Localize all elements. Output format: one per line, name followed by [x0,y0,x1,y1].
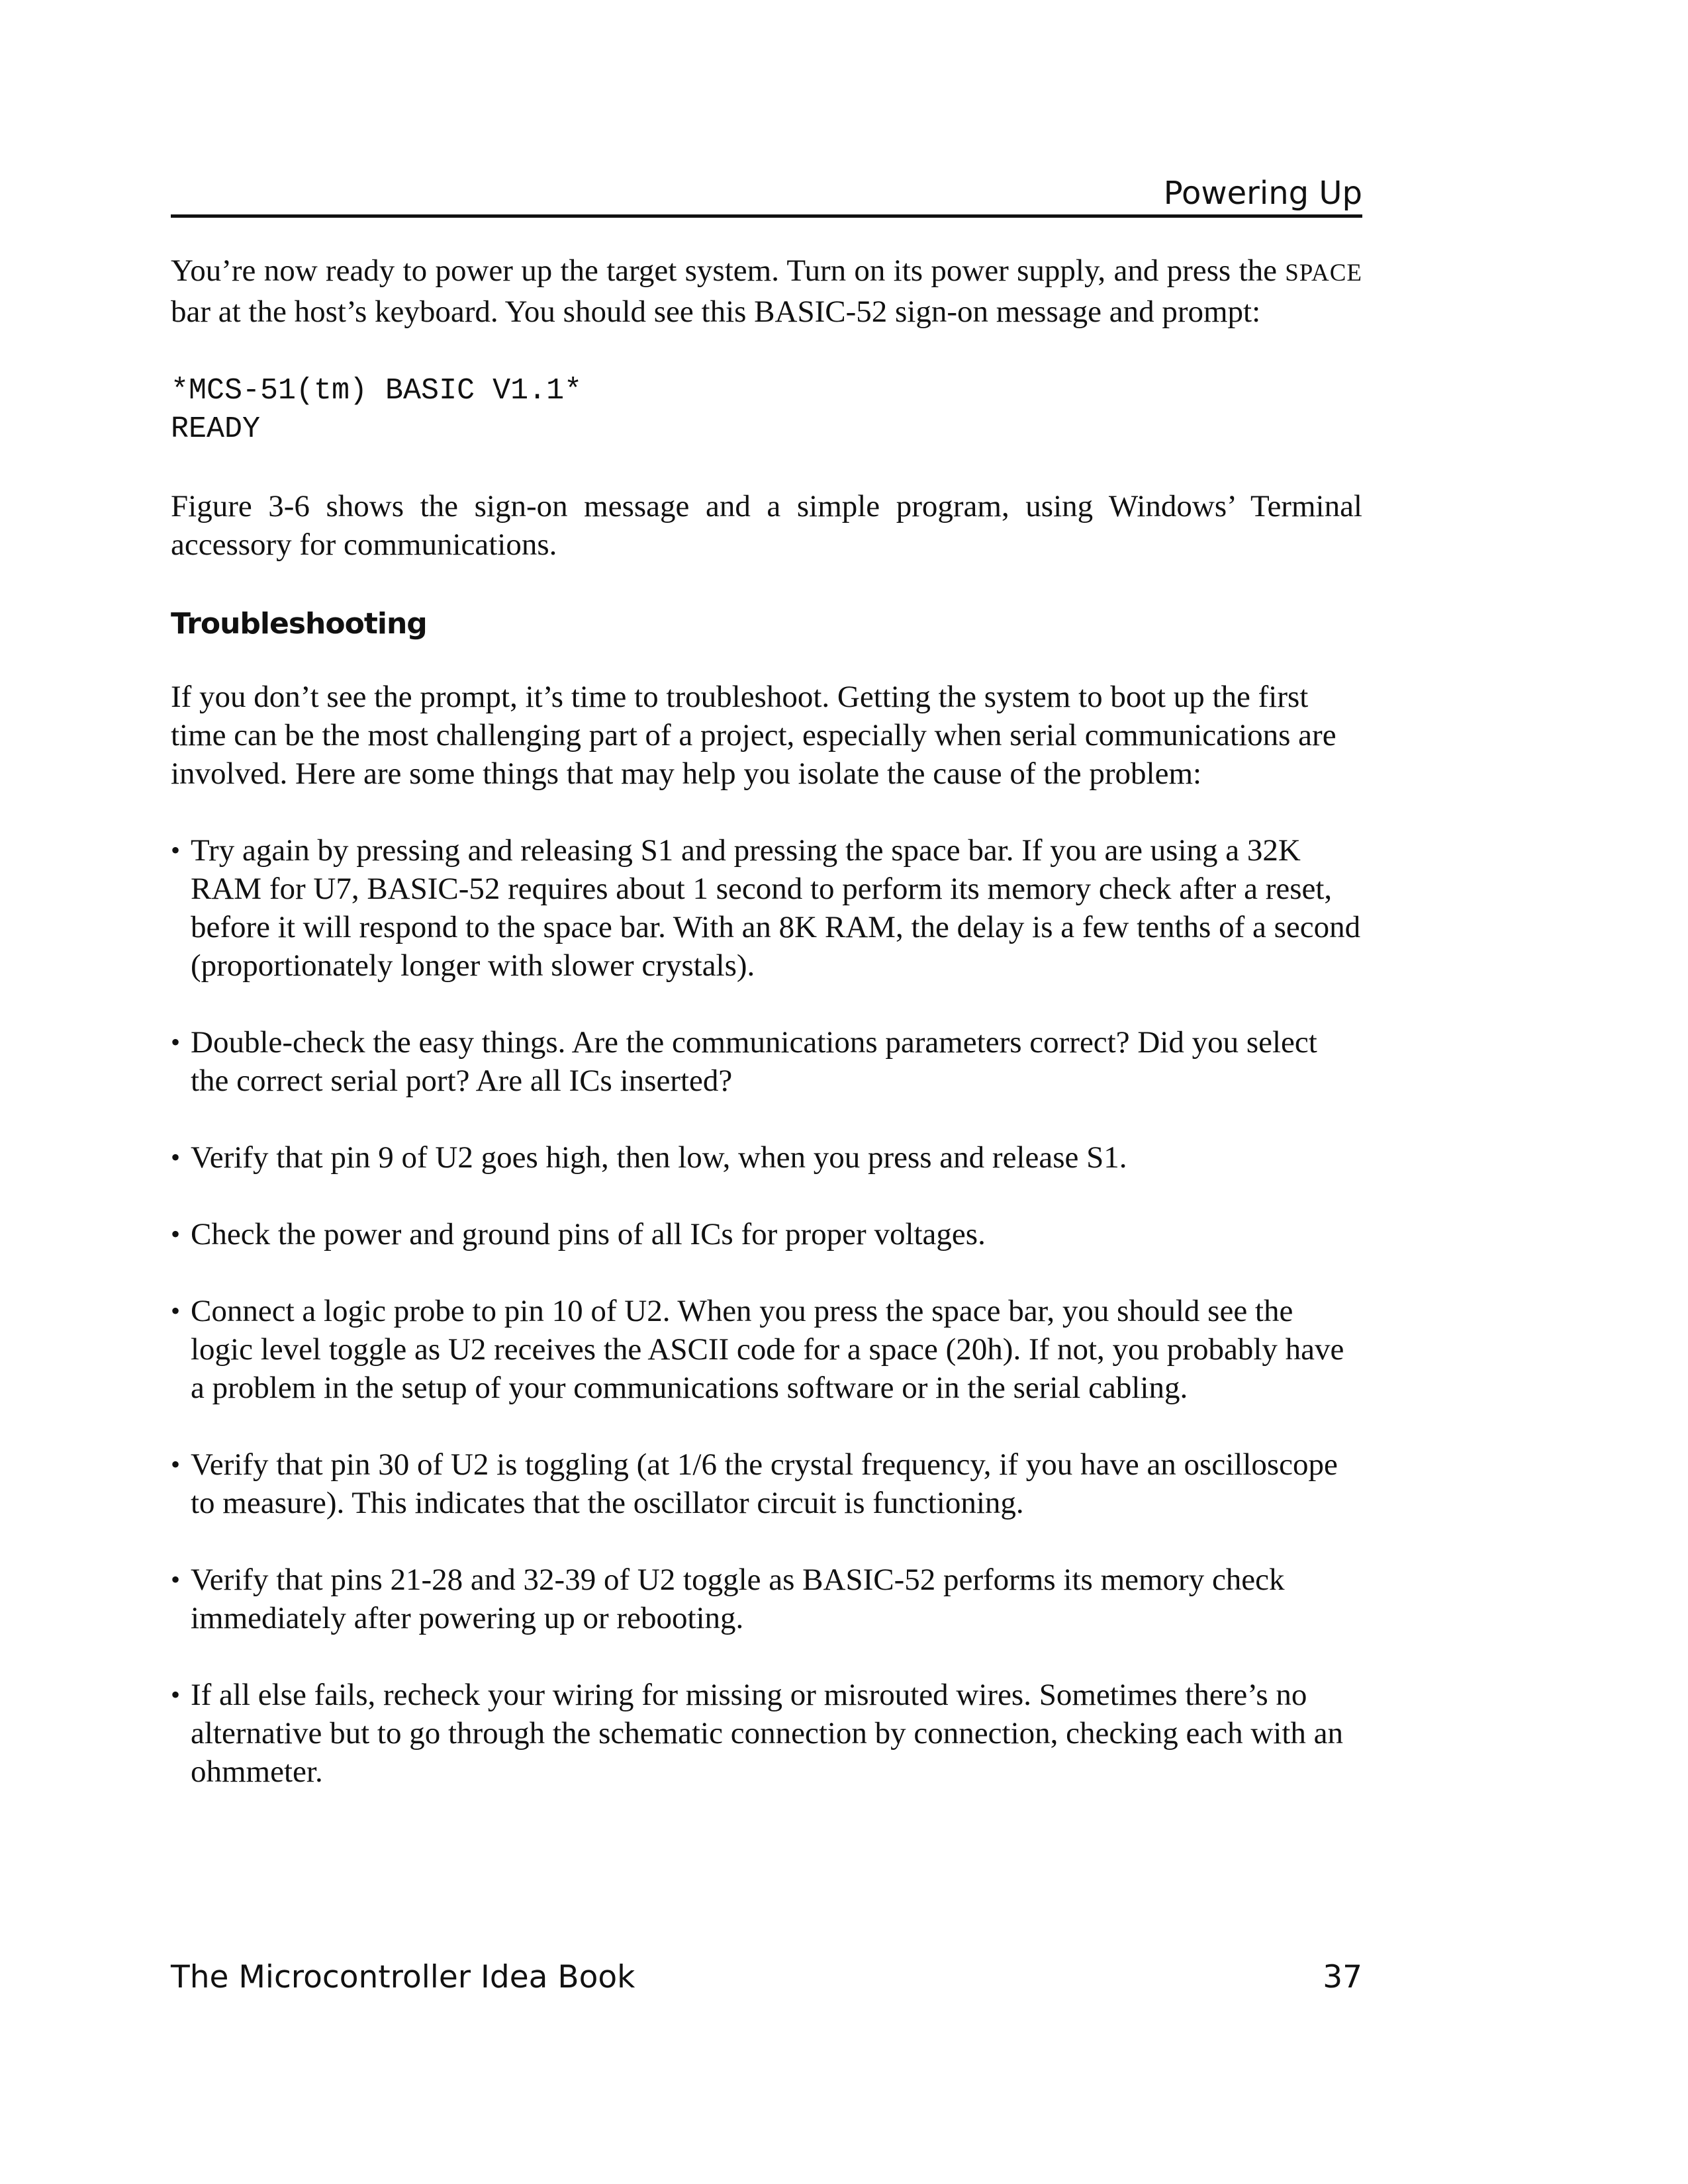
list-item-text: Verify that pins 21-28 and 32-39 of U2 toggle as BASIC-52 performs its memory check immediately after powering up or rebooting. [191,1563,1285,1635]
figure-reference-paragraph: Figure 3-6 shows the sign-on message and a simple program, using Windows’ Terminal accessory for communications. [171,489,1362,562]
list-item [171,1676,1362,1791]
troubleshooting-list [171,831,1362,1791]
list-item-text: Double-check the easy things. Are the communications parameters correct? Did you select the correct serial port? Are all ICs inserted? [191,1025,1317,1098]
list-item-text: Try again by pressing and releasing S1 and pressing the space bar. If you are using a 32K RAM for U7, BASIC-52 requires about 1 second to perform its memory check after a reset, before it will respond to the space bar. With an 8K RAM, the delay is a few tenths of a second (proportionately longer with slower crystals). [191,833,1361,983]
bullet-icon: • [171,1219,181,1249]
bullet-icon: • [171,1142,181,1172]
running-header: Powering Up [1163,175,1362,212]
code-line-ready: READY [171,412,261,446]
bullet-icon: • [171,1027,181,1057]
bullet-icon: • [171,1680,181,1709]
list-item-text: If all else fails, recheck your wiring for missing or misrouted wires. Sometimes there’s no alternative but to go through the schematic connection by connection, checking each with an ohmmeter. [191,1678,1344,1789]
list-item-text: Connect a logic probe to pin 10 of U2. When you press the space bar, you should see the logic level toggle as U2 receives the ASCII code for a space (20h). If not, you probably have a problem in the setup of your communications software or in the serial cabling. [191,1294,1344,1405]
troubleshooting-heading: Troubleshooting [171,607,427,641]
list-item-text: Verify that pin 30 of U2 is toggling (at 1/6 the crystal frequency, if you have an oscilloscope to measure). This indicates that the oscillator circuit is functioning. [191,1447,1338,1520]
bullet-icon: • [171,1296,181,1326]
sign-on-code-block [171,372,1362,449]
list-item [171,1561,1362,1637]
intro-paragraph [171,251,1362,331]
space-key-label: SPACE [1285,259,1362,287]
list-item-text: Check the power and ground pins of all ICs for proper voltages. [191,1217,986,1251]
header-rule [171,214,1362,218]
bullet-icon: • [171,1449,181,1479]
list-item [171,1292,1362,1407]
troubleshooting-intro: If you don’t see the prompt, it’s time to troubleshoot. Getting the system to boot up the first time can be the most challenging part of a project, especially when serial communications are involved. Here are some things that may help you isolate the cause of the problem: [171,680,1336,791]
intro-text-before: You’re now ready to power up the target system. Turn on its power supply, and press the [171,253,1286,288]
page-body [171,251,1362,1791]
list-item-text: Verify that pin 9 of U2 goes high, then low, when you press and release S1. [191,1140,1127,1175]
bullet-icon: • [171,1565,181,1594]
footer-page-number: 37 [1323,1959,1362,1995]
page-footer [171,1958,1362,1997]
list-item [171,1445,1362,1522]
intro-text-after: bar at the host’s keyboard. You should see this BASIC-52 sign-on message and prompt: [171,295,1261,329]
list-item [171,831,1362,985]
footer-book-title: The Microcontroller Idea Book [171,1959,635,1995]
bullet-icon: • [171,835,181,865]
code-line-signon: *MCS-51(tm) BASIC V1.1* [171,374,583,408]
list-item [171,1023,1362,1100]
list-item [171,1215,1362,1253]
list-item [171,1138,1362,1177]
